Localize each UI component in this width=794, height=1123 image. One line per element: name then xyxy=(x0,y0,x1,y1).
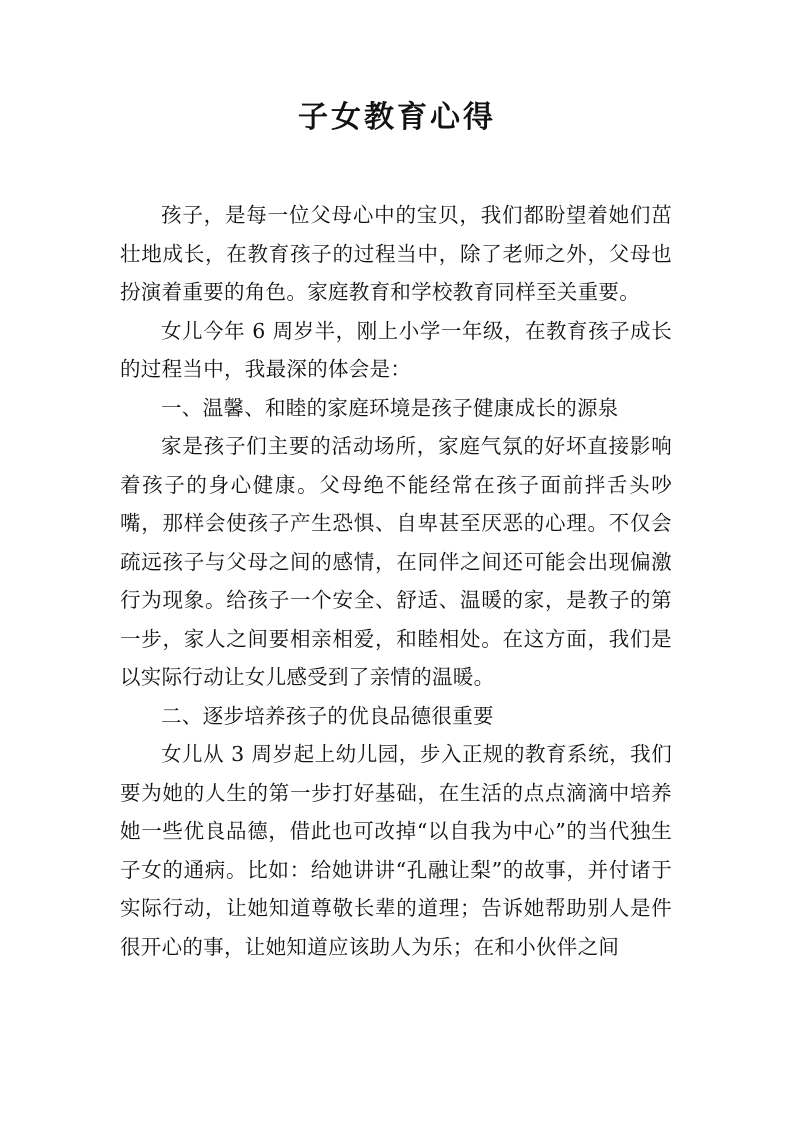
document-body xyxy=(120,196,672,966)
section-heading-1: 一、温馨、和睦的家庭环境是孩子健康成长的源泉 xyxy=(161,395,619,420)
paragraph-daughter-age: 女儿今年 6 周岁半，刚上小学一年级，在教育孩子成长的过程当中，我最深的体会是： xyxy=(120,318,672,381)
paragraph-moral-character: 女儿从 3 周岁起上幼儿园，步入正规的教育系统，我们要为她的人生的第一步打好基础，在生活的点点滴滴中培养她一些优良品德，借此也可改掉“以自我为中心”的当代独生子女的通病。比如：给她讲讲“孔融让梨”的故事，并付诸于实际行动，让她知道尊敬长辈的道理；告诉她帮助别人是件很开心的事，让她知道应该助人为乐；在和小伙伴之间 xyxy=(120,742,672,959)
paragraph-intro: 孩子，是每一位父母心中的宝贝，我们都盼望着她们茁壮地成长，在教育孩子的过程当中，除了老师之外，父母也扮演着重要的角色。家庭教育和学校教育同样至关重要。 xyxy=(120,203,672,304)
page-title: 子女教育心得 xyxy=(298,100,496,135)
section-heading-2: 二、逐步培养孩子的优良品德很重要 xyxy=(161,703,494,728)
paragraph-family-environment: 家是孩子们主要的活动场所，家庭气氛的好坏直接影响着孩子的身心健康。父母绝不能经常在孩子面前拌舌头吵嘴，那样会使孩子产生恐惧、自卑甚至厌恶的心理。不仅会疏远孩子与父母之间的感情，在同伴之间还可能会出现偏激行为现象。给孩子一个安全、舒适、温暖的家，是教子的第一步，家人之间要相亲相爱，和睦相处。在这方面，我们是以实际行动让女儿感受到了亲情的温暖。 xyxy=(120,434,672,689)
